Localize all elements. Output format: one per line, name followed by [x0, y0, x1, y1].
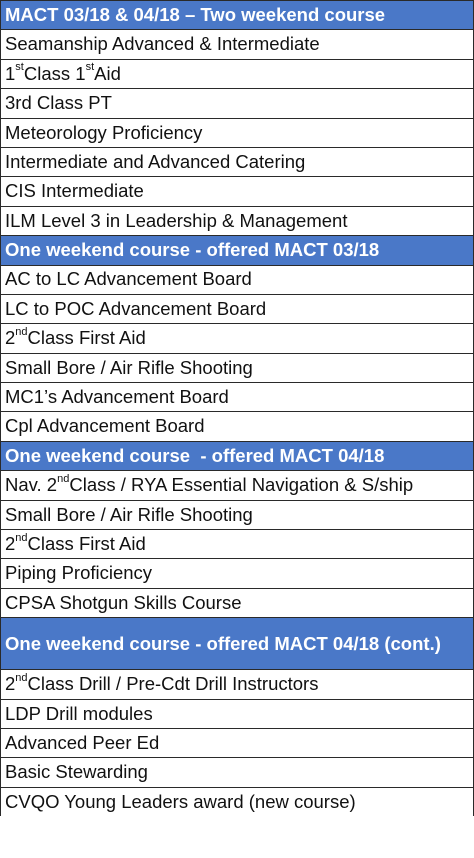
course-item: Cpl Advancement Board	[1, 411, 473, 440]
course-item: Piping Proficiency	[1, 558, 473, 587]
section-header: One weekend course - offered MACT 03/18	[1, 235, 473, 264]
ordinal-suffix: nd	[15, 325, 28, 338]
course-item: Basic Stewarding	[1, 757, 473, 786]
course-item: ILM Level 3 in Leadership & Management	[1, 206, 473, 235]
section-header: MACT 03/18 & 04/18 – Two weekend course	[1, 0, 473, 29]
course-item-text: 2	[5, 327, 16, 349]
section-header: One weekend course - offered MACT 04/18	[1, 441, 473, 470]
course-item-text: 2	[5, 673, 16, 695]
ordinal-suffix: nd	[15, 671, 28, 684]
course-item: CVQO Young Leaders award (new course)	[1, 787, 473, 816]
course-item	[1, 323, 473, 352]
course-item	[1, 470, 473, 499]
course-item: Advanced Peer Ed	[1, 728, 473, 757]
course-item: LC to POC Advancement Board	[1, 294, 473, 323]
course-item-text: Nav. 2	[5, 474, 58, 496]
course-item: Intermediate and Advanced Catering	[1, 147, 473, 176]
course-item: Small Bore / Air Rifle Shooting	[1, 500, 473, 529]
course-item: Seamanship Advanced & Intermediate	[1, 29, 473, 58]
course-item-text: Class First Aid	[27, 532, 146, 554]
course-item: Meteorology Proficiency	[1, 118, 473, 147]
ordinal-suffix: nd	[57, 472, 70, 485]
course-item-text: Class Drill / Pre-Cdt Drill Instructors	[27, 673, 319, 695]
section-header: One weekend course - offered MACT 04/18 (cont.)	[1, 617, 473, 669]
ordinal-suffix: st	[85, 61, 95, 74]
course-item-text: 2	[5, 532, 16, 554]
course-item-text: Class / RYA Essential Navigation & S/ship	[69, 474, 414, 496]
course-item: LDP Drill modules	[1, 699, 473, 728]
course-item-text: Class First Aid	[27, 327, 146, 349]
course-item: AC to LC Advancement Board	[1, 265, 473, 294]
course-item-text: Aid	[94, 62, 121, 84]
course-item: MC1’s Advancement Board	[1, 382, 473, 411]
ordinal-suffix: st	[15, 61, 24, 74]
ordinal-suffix: nd	[15, 531, 28, 544]
course-item: 3rd Class PT	[1, 88, 473, 117]
course-item-text: 1	[5, 62, 16, 84]
course-item: Small Bore / Air Rifle Shooting	[1, 353, 473, 382]
course-item: CIS Intermediate	[1, 176, 473, 205]
course-item	[1, 669, 473, 698]
course-item	[1, 529, 473, 558]
course-item	[1, 59, 473, 88]
course-item: CPSA Shotgun Skills Course	[1, 588, 473, 617]
course-item-text: Class 1	[23, 62, 86, 84]
